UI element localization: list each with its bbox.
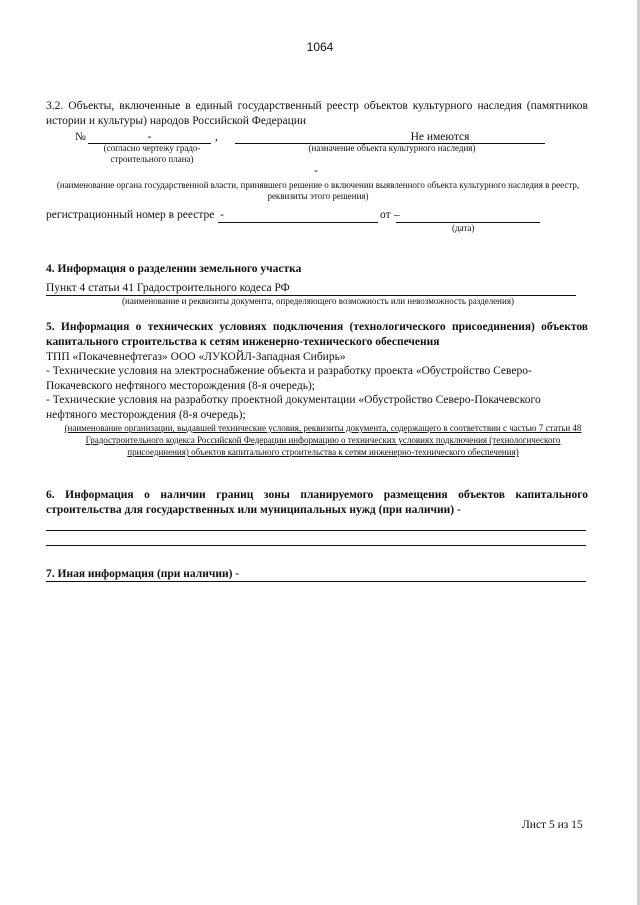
section-6-line-1 [46,530,586,531]
section-5-organization: ТПП «Покачевнефтегаз» ООО «ЛУКОЙЛ-Западная Сибирь» [46,351,346,363]
caption-object-name: (назначение объекта культурного наследия) [308,143,476,153]
comma: , [215,131,218,143]
section-5-heading: 5. Информация о технических условиях подключения (технологического присоединения) объектов капитального строительства к сетям инженерно-технического обеспечения [46,321,588,348]
section-5-item-2: - Технические условия на разработку проектной документации «Обустройство Северо-Покачевского нефтяного месторождения (8-я очередь); [46,394,541,421]
caption-date: (дата) [452,223,475,233]
registry-line [218,222,378,223]
date-value: – [394,209,400,221]
section-7-line [46,581,586,582]
section-4-heading: 4. Информация о разделении земельного участка [46,263,302,275]
section-6-heading: 6. Информация о наличии границ зоны планируемого размещения объектов капитального строительства для государственных или муниципальных нужд (при наличии) - [46,489,588,516]
number-label: № [75,131,86,143]
caption-authority: (наименование органа государственной власти, принявшего решение о включении выявленного объекта культурного наследия в реестр, реквизиты этого решения) [56,180,580,201]
registry-label: регистрационный номер в реестре [46,209,215,221]
date-label: от [380,209,391,221]
section-7-heading: 7. Иная информация (при наличии) - [46,568,240,580]
section-3-2-heading: 3.2. Объекты, включенные в единый государственный реестр объектов культурного наследия (памятников истории и культуры) народов Российской Федерации [46,100,588,127]
section-4-caption: (наименование и реквизиты документа, определяющего возможность или невозможность разделения) [122,296,514,306]
section-5-item-1: - Технические условия на электроснабжение объекта и разработку проекта «Обустройство Северо-Покачевского нефтяного месторождения (8-я очередь); [46,365,532,392]
caption-plan: (согласно чертежу градо- строительного плана) [103,143,201,164]
number-value: - [147,131,152,143]
registry-value: - [220,209,224,221]
page-number: 1064 [306,40,334,54]
authority-value: - [314,165,318,177]
section-4-value: Пункт 4 статьи 41 Градостроительного кодеса РФ [46,282,290,294]
section-6-line-2 [46,545,586,546]
object-name-value: Не имеются [410,131,470,143]
sheet-counter: Лист 5 из 15 [522,819,583,831]
section-5-caption: (наименование организации, выдавшей технические условия, реквизиты документа, содержащего в соответствии с частью 7 статьи 48 Градостроительного кодекса Российской Федерации информацию о технических условиях подключения (технологического присоединения) объектов капитального строительства к сетям инженерно-технического обеспечения) [64,423,582,457]
